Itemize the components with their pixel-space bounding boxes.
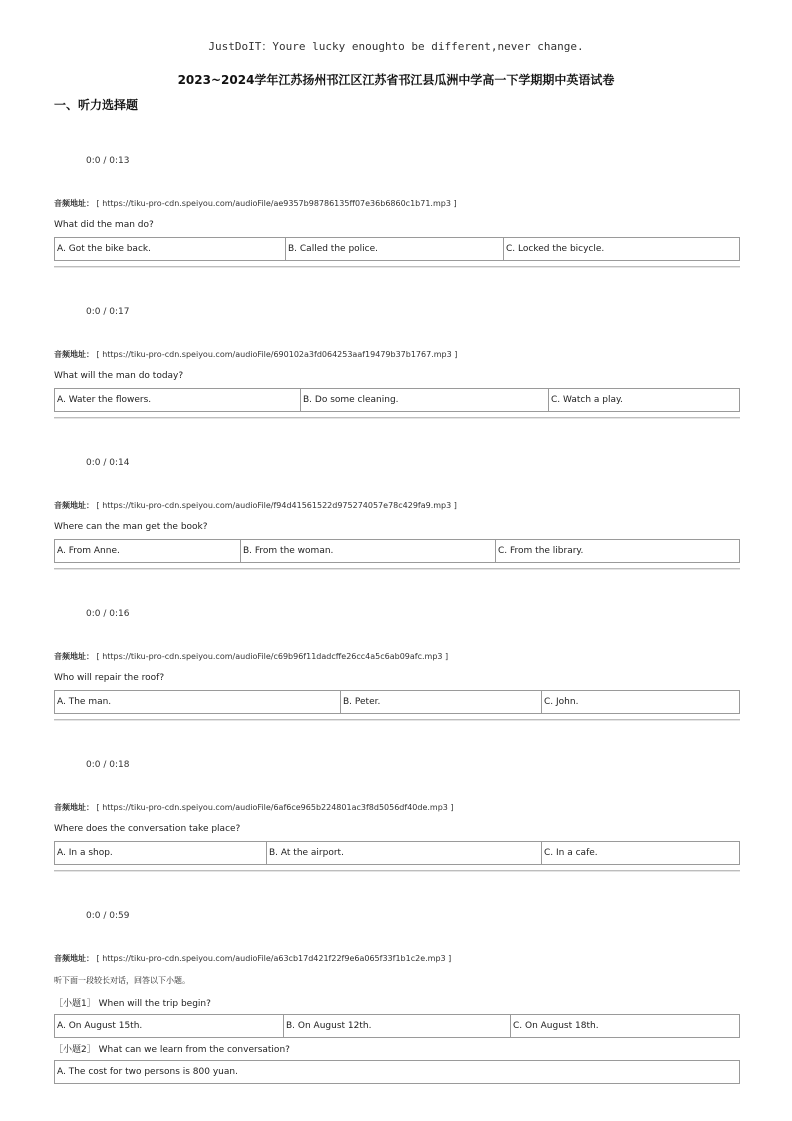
audio-address-label: 音频地址：	[54, 954, 94, 963]
option-a[interactable]: A. Got the bike back.	[55, 238, 286, 260]
option-c[interactable]: C. In a cafe.	[544, 848, 598, 858]
audio-address	[54, 198, 457, 209]
option-c[interactable]: C. Locked the bicycle.	[506, 244, 605, 254]
options-row	[54, 690, 740, 714]
option-a[interactable]: A. The cost for two persons is 800 yuan.	[57, 1067, 238, 1077]
divider	[54, 417, 740, 418]
audio-timer[interactable]: 0:0 / 0:13	[86, 156, 130, 166]
option-b[interactable]: B. Do some cleaning.	[301, 389, 549, 411]
audio-address-label: 音频地址：	[54, 501, 94, 510]
dialog-instruction: 听下面一段较长对话，回答以下小题。	[54, 976, 190, 985]
option-a[interactable]: A. On August 15th.	[55, 1015, 284, 1037]
divider	[54, 719, 740, 720]
exam-title: 2023~2024学年江苏扬州邗江区江苏省邗江县瓜洲中学高一下学期期中英语试卷	[177, 73, 615, 87]
audio-url[interactable]: [ https://tiku-pro-cdn.speiyou.com/audioFile/ae9357b98786135ff07e36b6860c1b71.mp3 ]	[96, 199, 457, 208]
audio-url[interactable]: [ https://tiku-pro-cdn.speiyou.com/audioFile/a63cb17d421f22f9e6a065f33f1b1c2e.mp3 ]	[96, 954, 452, 963]
audio-address	[54, 953, 451, 964]
option-a[interactable]: A. From Anne.	[55, 540, 241, 562]
sub-question-stem: ［小题2］ What can we learn from the conversation?	[54, 1045, 290, 1055]
audio-url[interactable]: [ https://tiku-pro-cdn.speiyou.com/audioFile/c69b96f11dadcffe26cc4a5c6ab09afc.mp3 ]	[96, 652, 449, 661]
audio-url[interactable]: [ https://tiku-pro-cdn.speiyou.com/audioFile/f94d41561522d975274057e78c429fa9.mp3 ]	[96, 501, 457, 510]
option-c[interactable]: C. From the library.	[498, 546, 584, 556]
option-c[interactable]: C. John.	[544, 697, 579, 707]
option-a[interactable]: A. The man.	[55, 691, 341, 713]
sub-question-stem: ［小题1］ When will the trip begin?	[54, 999, 211, 1009]
audio-url[interactable]: [ https://tiku-pro-cdn.speiyou.com/audioFile/6af6ce965b224801ac3f8d5056df40de.mp3 ]	[96, 803, 454, 812]
option-c[interactable]: C. On August 18th.	[513, 1021, 599, 1031]
options-row	[54, 1014, 740, 1038]
options-row	[54, 539, 740, 563]
audio-url[interactable]: [ https://tiku-pro-cdn.speiyou.com/audioFile/690102a3fd064253aaf19479b37b1767.mp3 ]	[96, 350, 458, 359]
audio-address-label: 音频地址：	[54, 199, 94, 208]
question-stem: What will the man do today?	[54, 371, 184, 381]
audio-address-label: 音频地址：	[54, 350, 94, 359]
audio-timer[interactable]: 0:0 / 0:59	[86, 911, 130, 921]
question-stem: What did the man do?	[54, 220, 154, 230]
option-c[interactable]: C. Watch a play.	[551, 395, 623, 405]
audio-timer[interactable]: 0:0 / 0:17	[86, 307, 130, 317]
audio-timer[interactable]: 0:0 / 0:16	[86, 609, 130, 619]
audio-address	[54, 651, 448, 662]
options-row	[54, 237, 740, 261]
audio-timer[interactable]: 0:0 / 0:14	[86, 458, 130, 468]
question-stem: Who will repair the roof?	[54, 673, 165, 683]
audio-address	[54, 802, 454, 813]
divider	[54, 266, 740, 267]
page-motto: JustDoIT：Youre lucky enoughto be different,never change.	[208, 40, 584, 53]
options-row	[54, 1060, 740, 1084]
option-a[interactable]: A. Water the flowers.	[55, 389, 301, 411]
audio-timer[interactable]: 0:0 / 0:18	[86, 760, 130, 770]
audio-address	[54, 500, 457, 511]
audio-address-label: 音频地址：	[54, 803, 94, 812]
options-row	[54, 388, 740, 412]
question-stem: Where can the man get the book?	[54, 522, 208, 532]
option-b[interactable]: B. Peter.	[341, 691, 542, 713]
option-a[interactable]: A. In a shop.	[55, 842, 267, 864]
divider	[54, 870, 740, 871]
option-b[interactable]: B. From the woman.	[241, 540, 496, 562]
option-b[interactable]: B. Called the police.	[286, 238, 504, 260]
section-heading: 一、听力选择题	[54, 98, 139, 112]
options-row	[54, 841, 740, 865]
question-stem: Where does the conversation take place?	[54, 824, 241, 834]
divider	[54, 568, 740, 569]
option-b[interactable]: B. On August 12th.	[284, 1015, 511, 1037]
audio-address-label: 音频地址：	[54, 652, 94, 661]
option-b[interactable]: B. At the airport.	[267, 842, 542, 864]
audio-address	[54, 349, 457, 360]
